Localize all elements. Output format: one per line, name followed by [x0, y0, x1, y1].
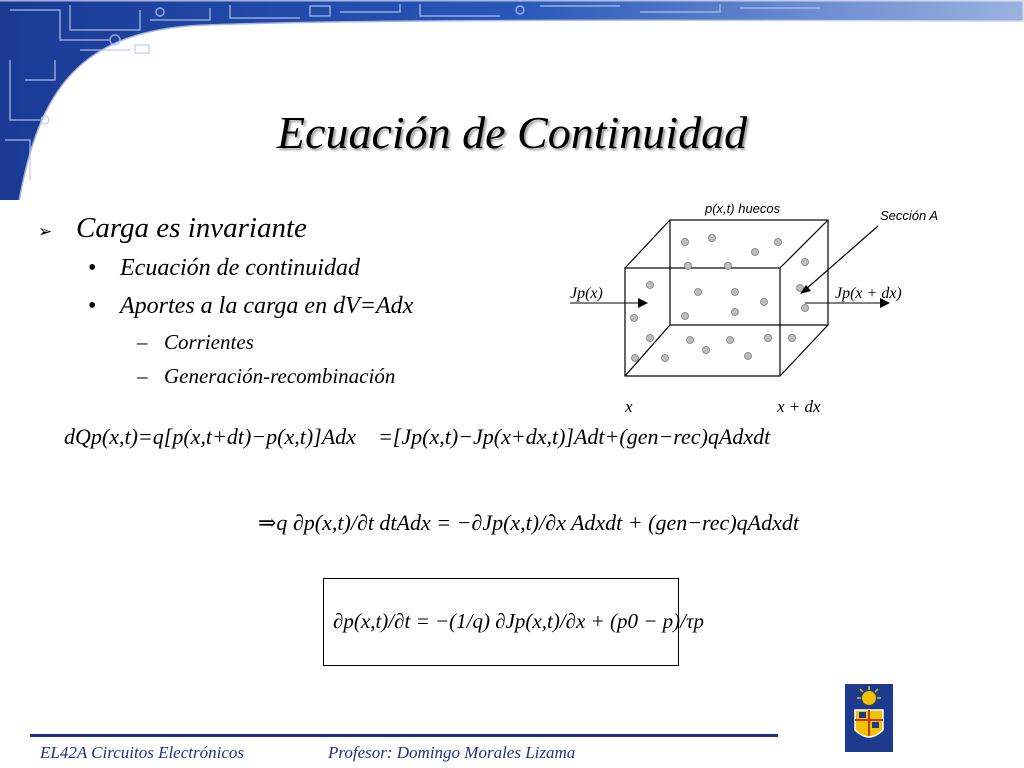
- footer-professor: Profesor: Domingo Morales Lizama: [328, 743, 576, 762]
- left-current-label: Jp(x): [570, 285, 603, 302]
- university-logo: [845, 684, 893, 752]
- dash-bullet-icon: –: [137, 364, 148, 388]
- footer-course: EL42A Circuitos Electrónicos: [40, 743, 244, 762]
- hole-particles: [631, 235, 809, 362]
- right-current-label: Jp(x + dx): [835, 285, 902, 302]
- footer-divider: [30, 734, 778, 737]
- x-right-label: x + dx: [777, 397, 821, 416]
- equation-1-right: =[Jp(x,t)−Jp(x+dx,t)]Adt+(gen−rec)qAdxdt: [377, 424, 771, 449]
- dot-bullet-icon: •: [88, 293, 97, 319]
- section-pointer: [805, 226, 878, 290]
- volume-element-diagram: [560, 190, 980, 420]
- equation-3: ∂p(x,t)/∂t = −(1/q) ∂Jp(x,t)/∂x + (p0 − p)/τp: [333, 609, 705, 633]
- equation-2: ⇒q ∂p(x,t)/∂t dtAdx = −∂Jp(x,t)/∂x Adxdt + (gen−rec)qAdxdt: [258, 510, 799, 535]
- equation-1: [64, 424, 770, 450]
- section-label: Sección A: [880, 208, 939, 223]
- equation-1-left: dQp(x,t)=q[p(x,t+dt)−p(x,t)]Adx: [64, 424, 356, 449]
- cube: [625, 220, 828, 376]
- dash-bullet-icon: –: [137, 330, 148, 354]
- left-current-arrowhead: [638, 298, 648, 308]
- dot-bullet-icon: •: [88, 255, 97, 281]
- header-banner: [0, 0, 1024, 200]
- arrow-bullet-icon: ➢: [38, 222, 53, 241]
- x-left-label: x: [625, 397, 633, 416]
- top-label: p(x,t) huecos: [705, 201, 781, 216]
- slide-title: Ecuación de Continuidad: [276, 107, 748, 158]
